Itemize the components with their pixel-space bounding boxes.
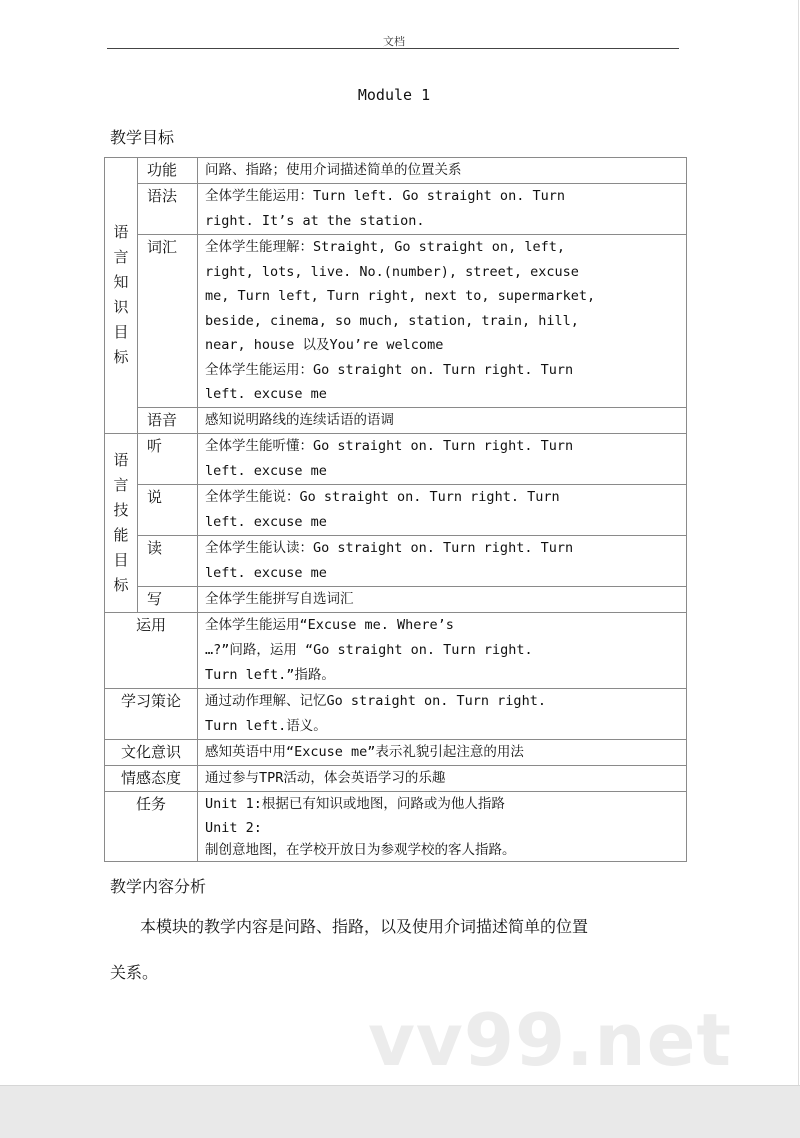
row-label: 学习策论 [105,688,198,739]
table-row [105,765,687,791]
header-divider [107,48,679,49]
table-row [105,688,687,739]
row-content: 全体学生能说：Go straight on. Turn right. Turn left. excuse me [198,484,687,535]
row-label: 词汇 [138,235,198,408]
table-row [105,158,687,184]
row-label: 听 [138,433,198,484]
row-content: 通过动作理解、记忆Go straight on. Turn right. Turn left.语义。 [198,688,687,739]
table-row [105,484,687,535]
row-label: 语法 [138,184,198,235]
table-row [105,791,687,861]
watermark: vv99.net [368,998,732,1082]
row-label: 写 [138,586,198,612]
table-row [105,612,687,688]
table-row [105,184,687,235]
table-row [105,433,687,484]
row-content: 感知说明路线的连续话语的语调 [198,407,687,433]
row-content: 全体学生能听懂：Go straight on. Turn right. Turn left. excuse me [198,433,687,484]
analysis-paragraph-line-1: 本模块的教学内容是问路、指路，以及使用介词描述简单的位置 [140,917,589,936]
row-label: 说 [138,484,198,535]
row-label: 任务 [105,791,198,861]
row-label: 情感态度 [105,765,198,791]
row-content: 全体学生能拼写自选词汇 [198,586,687,612]
group-label-knowledge: 语言知识目标 [105,158,138,434]
row-label: 运用 [105,612,198,688]
row-content: 通过参与TPR活动，体会英语学习的乐趣 [198,765,687,791]
table-row [105,407,687,433]
row-label: 语音 [138,407,198,433]
page-bottom-strip [0,1085,800,1138]
table-row [105,586,687,612]
row-label: 功能 [138,158,198,184]
row-content: 全体学生能运用“Excuse me. Where’s …?”问路，运用 “Go straight on. Turn right. Turn left.”指路。 [198,612,687,688]
row-content: 全体学生能理解：Straight, Go straight on, left, right, lots, live. No.(number), street, excuse me, Turn left, Turn right, next to, supermarket, beside, cinema, so much, station, train, hill, near, house 以及You’re welcome 全体学生能运用：Go straight on. Turn right. Turn left. excuse me [198,235,687,408]
table-row [105,235,687,408]
group-label-skills: 语言技能目标 [105,433,138,612]
page-header: 文档 [383,35,405,48]
analysis-heading: 教学内容分析 [110,877,207,896]
objectives-heading: 教学目标 [110,128,175,147]
row-content: 全体学生能认读：Go straight on. Turn right. Turn left. excuse me [198,535,687,586]
row-content: 全体学生能运用：Turn left. Go straight on. Turn right. It’s at the station. [198,184,687,235]
module-title: Module 1 [357,86,431,104]
table-row [105,739,687,765]
row-label: 读 [138,535,198,586]
analysis-paragraph-line-2: 关系。 [110,963,159,982]
objectives-table [104,157,687,862]
row-content: 感知英语中用“Excuse me”表示礼貌引起注意的用法 [198,739,687,765]
row-content: Unit 1:根据已有知识或地图，问路或为他人指路 Unit 2: 制创意地图，在学校开放日为参观学校的客人指路。 [198,791,687,861]
row-content: 问路、指路；使用介词描述简单的位置关系 [198,158,687,184]
table-row [105,535,687,586]
row-label: 文化意识 [105,739,198,765]
